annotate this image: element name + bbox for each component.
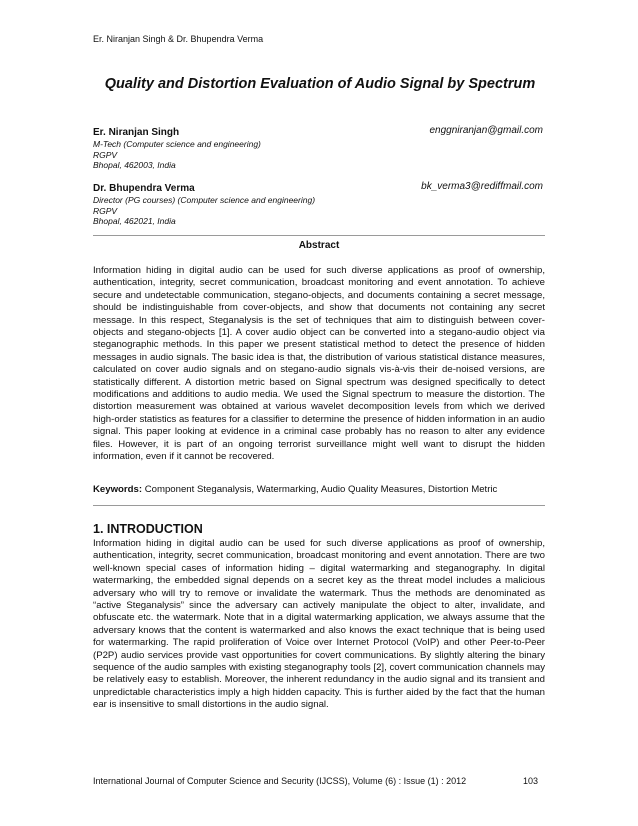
author-email: bk_verma3@rediffmail.com <box>421 181 543 192</box>
keywords <box>93 484 545 496</box>
author-block-2 <box>93 182 545 227</box>
author-email: enggniranjan@gmail.com <box>429 125 543 136</box>
author-name: Dr. Bhupendra Verma <box>93 183 195 194</box>
divider <box>93 505 545 506</box>
section-heading: 1. INTRODUCTION <box>93 522 203 536</box>
author-name: Er. Niranjan Singh <box>93 127 180 138</box>
paper-title: Quality and Distortion Evaluation of Audio Signal by Spectrum <box>104 76 536 92</box>
author-affiliation-line: Director (PG courses) (Computer science and engineering) <box>93 195 316 205</box>
author-affiliation-line: RGPV <box>93 149 118 160</box>
author-block-1 <box>93 126 545 171</box>
abstract-text: Information hiding in digital audio can be used for such diverse applications as proof of ownership, authentication, integrity, secret communication, broadcast monitoring and event annotation. To achieve secure and undetectable communication, stegano-objects, and documents containing a secret message, should be indistinguishable from cover-objects, and show that documents not containing any secret message. In this respect, Steganalysis is the set of techniques that aim to distinguish between cover-objects and stegano-objects [1]. A cover audio object can be converted into a stegano-audio object via steganographic methods. In this paper we present statistical method to detect the presence of hidden messages in audio signals. The basic idea is that, the distribution of various statistical distance measures, calculated on cover audio signals and on stegano-audio signals vis-à-vis their de-noised versions, are statistically different. A distortion metric based on Signal spectrum was designed specifically to detect modifications and additions to audio media. We used the Signal spectrum to measure the distortion. The distortion measurement was obtained at various wavelet decomposition levels from which we derived high-order statistics as features for a classifier to determine the presence of hidden information in an audio signal. This paper looking at evidence in a criminal case probably has no reason to alter any evidence files. However, it is part of an ongoing terrorist surveillance might well want to disrupt the hidden information, even if it cannot be recovered. <box>93 265 545 463</box>
abstract-heading: Abstract <box>298 240 340 251</box>
keywords-label: Keywords: <box>93 484 143 495</box>
footer-journal: International Journal of Computer Science and Security (IJCSS), Volume (6) : Issue (1) : 2012 <box>93 776 467 786</box>
section-text: Information hiding in digital audio can be used for such diverse applications as proof of ownership, authentication, integrity, secret communication, broadcast monitoring and event annotation. There are two well-known special cases of information hiding – digital watermarking and steganography. In digital watermarking, the embedded signal depends on a secret key as the threat model includes a malicious adversary who will try to remove or invalidate the watermark. Thus the methods are denominated as “active Steganalysis” since the adversary can actively manipulate the object to alter, invalidate, and obfuscate etc. the watermark. Note that in a digital watermarking application, we always assume that the adversary knows that the content is watermarked and also knows the exact technique that is being used for watermarking. The rapid proliferation of Voice over Internet Protocol (VoIP) and other Peer-to-Peer (P2P) audio services provide vast opportunities for covert communications. By slightly altering the binary sequence of the audio samples with existing steganography tools [2], covert communication channels may be relatively easy to establish. Moreover, the inherent redundancy in the audio signal and its transient and unpredictable characteristics imply a high hidden capacity. This is further aided by the fact that the human ear is insensitive to small distortions in the audio signal. <box>93 538 545 711</box>
author-affiliation-line: Bhopal, 462003, India <box>93 160 176 171</box>
keywords-text: Component Steganalysis, Watermarking, Audio Quality Measures, Distortion Metric <box>142 484 498 495</box>
author-affiliation-line: RGPV <box>93 205 118 216</box>
author-affiliation-line: Bhopal, 462021, India <box>93 216 176 227</box>
running-header: Er. Niranjan Singh & Dr. Bhupendra Verma <box>93 34 264 44</box>
page-number: 103 <box>523 776 539 786</box>
divider <box>93 235 545 236</box>
author-affiliation-line: M-Tech (Computer science and engineering) <box>93 139 261 149</box>
